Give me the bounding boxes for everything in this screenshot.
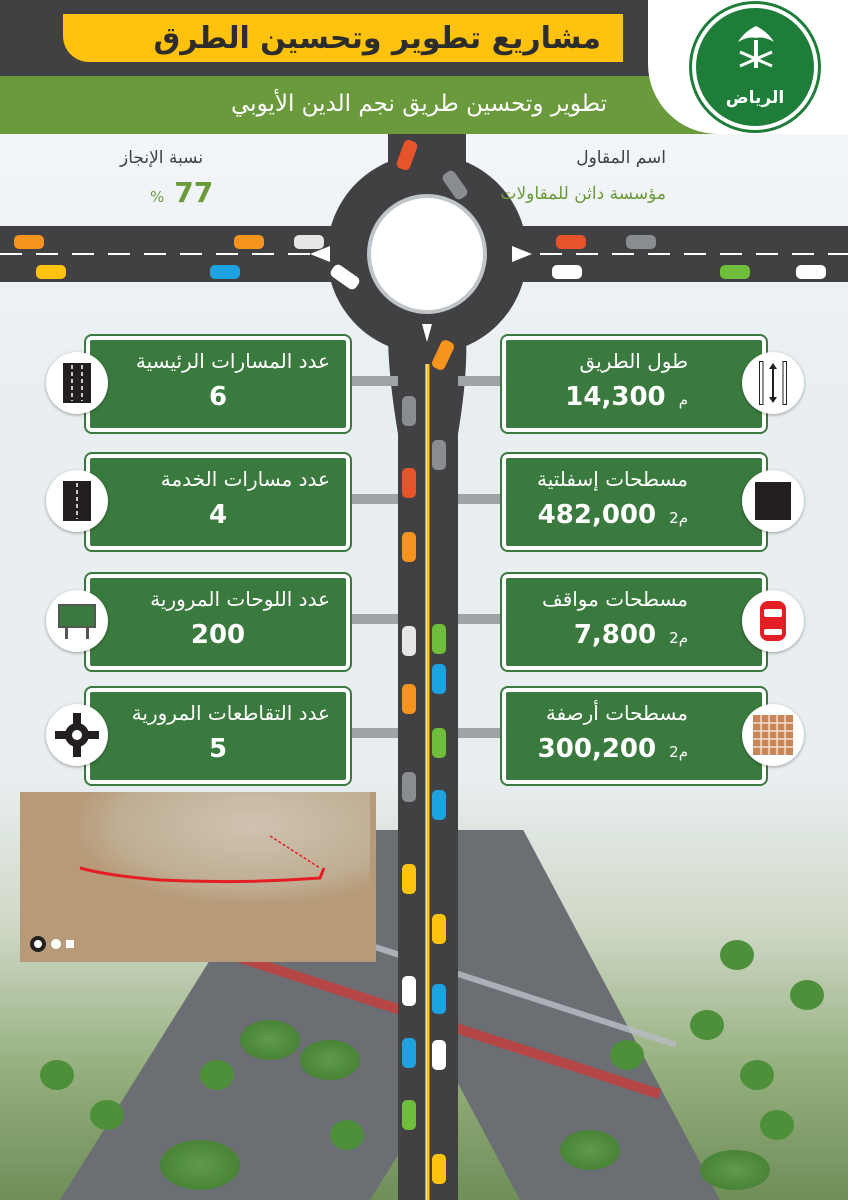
stat-sign-traffic-signs: [86, 574, 350, 670]
stat-unit: م2: [669, 629, 688, 647]
roundabout-icon: [46, 704, 108, 766]
stat-sign-parking: [502, 574, 766, 670]
stat-value-row: [506, 498, 746, 535]
sign-post: [458, 494, 508, 504]
stat-value: 200: [190, 620, 246, 650]
stat-value: 6: [208, 382, 228, 412]
stat-value: 300,200: [537, 734, 657, 764]
stat-unit: م2: [669, 509, 688, 527]
sign-post: [348, 614, 398, 624]
stat-value-row: [506, 380, 746, 417]
stat-unit: م2: [669, 743, 688, 761]
route-satellite-map: [20, 792, 376, 962]
stat-value: 14,300: [565, 382, 666, 412]
stat-sign-main-lanes: [86, 336, 350, 432]
stat-sign-road-length: [502, 336, 766, 432]
riyadh-municipality-logo: [692, 4, 818, 130]
completion-percent: 77: [174, 176, 214, 209]
car-parking-icon: [742, 590, 804, 652]
stat-label: عدد المسارات الرئيسية: [135, 349, 330, 373]
stat-unit: م: [678, 391, 688, 409]
sign-post: [348, 376, 398, 386]
stat-sign-service-lanes: [86, 454, 350, 550]
stat-value: 7,800: [573, 620, 657, 650]
asphalt-icon: [742, 470, 804, 532]
completion-unit: %: [150, 188, 165, 206]
stat-sign-intersections: [86, 688, 350, 784]
sign-post: [348, 494, 398, 504]
map-controls-icon: [28, 932, 76, 956]
stat-value-row: [506, 732, 746, 769]
stat-value: 482,000: [537, 500, 657, 530]
stat-label: عدد التقاطعات المرورية: [131, 701, 330, 725]
road-lanes-icon: [46, 470, 108, 532]
stat-label: مسطحات أرصفة: [545, 701, 688, 725]
stat-label: طول الطريق: [579, 349, 688, 373]
stat-value: 4: [208, 500, 228, 530]
project-name: تطوير وتحسين طريق نجم الدين الأيوبي: [231, 91, 607, 117]
completion-label: نسبة الإنجاز: [120, 148, 204, 168]
sidewalk-tiles-icon: [742, 704, 804, 766]
stat-value-row: [506, 618, 746, 655]
stat-label: مسطحات إسفلتية: [537, 467, 688, 491]
stat-label: مسطحات مواقف: [541, 587, 688, 611]
sign-post: [458, 376, 508, 386]
road-lanes-icon: [46, 352, 108, 414]
sign-post: [458, 614, 508, 624]
traffic-sign-icon: [46, 590, 108, 652]
palm-swords-emblem-icon: [734, 22, 778, 72]
logo-wordmark: الرياض: [725, 88, 785, 108]
contractor-name: مؤسسة داثن للمقاولات: [500, 184, 666, 204]
stat-value: 5: [208, 734, 228, 764]
contractor-label: اسم المقاول: [576, 148, 666, 168]
stat-sign-asphalt: [502, 454, 766, 550]
road-length-icon: [742, 352, 804, 414]
completion-value: [150, 176, 213, 209]
page-title: مشاريع تطوير وتحسين الطرق: [63, 14, 623, 62]
stat-label: عدد اللوحات المرورية: [150, 587, 330, 611]
stat-label: عدد مسارات الخدمة: [160, 467, 330, 491]
sign-post: [458, 728, 508, 738]
sign-post: [348, 728, 398, 738]
stat-sign-sidewalks: [502, 688, 766, 784]
